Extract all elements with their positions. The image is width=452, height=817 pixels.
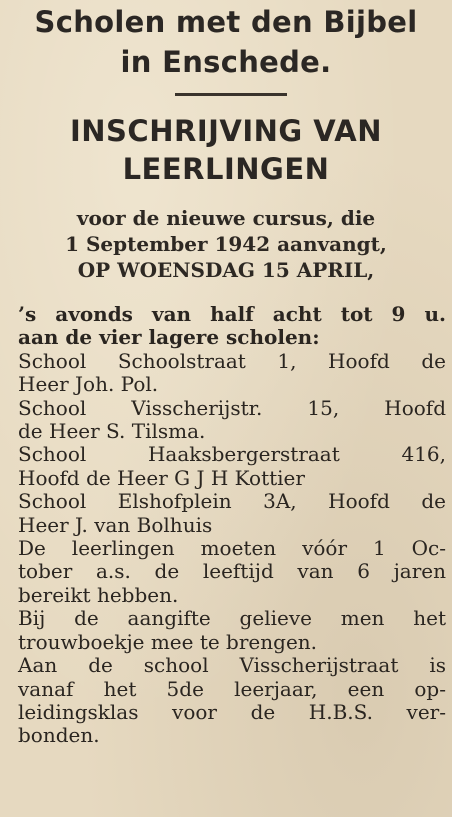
school-1-line-2: Heer Joh. Pol. <box>18 372 159 397</box>
hbs-line-2: vanaf het 5de leerjaar, een op- <box>18 676 446 701</box>
school-4-line-2: Heer J. van Bolhuis <box>18 512 213 537</box>
school-1-line-1: School Schoolstraat 1, Hoofd de <box>18 348 446 373</box>
intro-line-3: OP WOENSDAG 15 APRIL, <box>77 258 375 282</box>
school-2-line-1: School Visscherijstr. 15, Hoofd <box>18 395 446 420</box>
age-line-1: De leerlingen moeten vóór 1 Oc- <box>18 536 446 561</box>
age-line-2: tober a.s. de leeftijd van 6 jaren <box>18 559 446 584</box>
hbs-line-4: bonden. <box>18 723 100 748</box>
book-line-2: trouwboekje mee te brengen. <box>18 629 318 654</box>
school-2-line-2: de Heer S. Tilsma. <box>18 419 206 444</box>
headline-line-2: LEERLINGEN <box>122 152 330 186</box>
hbs-line-1: Aan de school Visscherijstraat is <box>18 653 446 678</box>
time-line-1: ’s avonds van half acht tot 9 u. <box>18 302 446 326</box>
time-line-2: aan de vier lagere scholen: <box>18 325 320 350</box>
title-block <box>0 2 452 82</box>
school-4-line-1: School Elshofplein 3A, Hoofd de <box>18 489 446 514</box>
intro-line-1: voor de nieuwe cursus, die <box>76 206 376 230</box>
headline-line-1: INSCHRIJVING VAN <box>69 114 382 148</box>
age-line-3: bereikt hebben. <box>18 582 179 607</box>
body-text <box>18 303 446 748</box>
title-line-2: in Enschede. <box>120 45 332 79</box>
title-line-1: Scholen met den Bijbel <box>34 5 418 39</box>
hbs-line-3: leidingsklas voor de H.B.S. ver- <box>18 699 446 724</box>
headline-block <box>0 112 452 188</box>
school-3-line-2: Hoofd de Heer G J H Kottier <box>18 465 305 490</box>
divider-rule <box>175 93 287 96</box>
intro-block <box>0 205 452 283</box>
school-3-line-1: School Haaksbergerstraat 416, <box>18 442 446 467</box>
intro-line-2: 1 September 1942 aanvangt, <box>65 232 387 256</box>
book-line-1: Bij de aangifte gelieve men het <box>18 606 446 631</box>
